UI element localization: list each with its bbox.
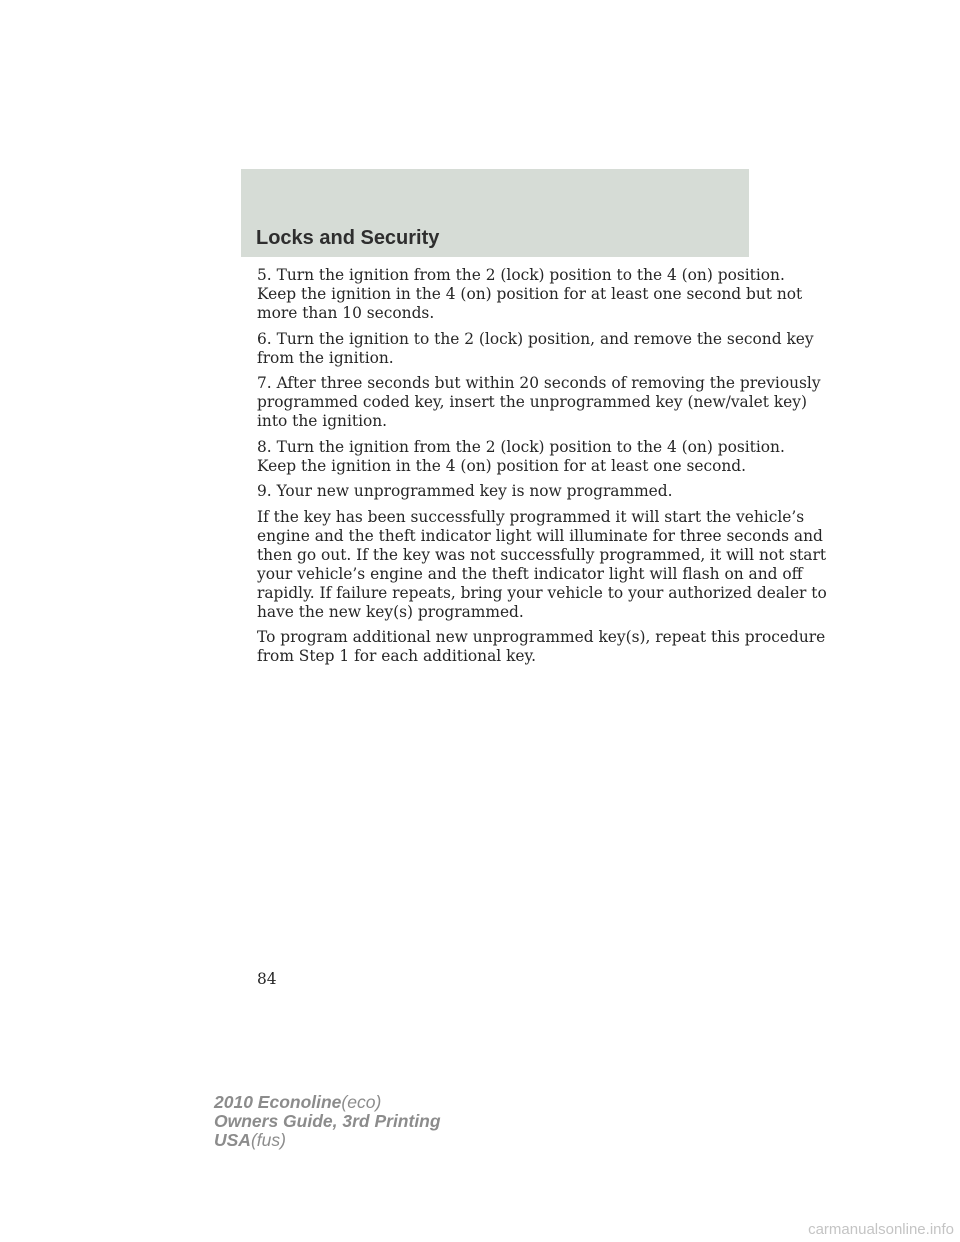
- section-title: Locks and Security: [256, 227, 440, 249]
- section-header-band: [241, 169, 749, 257]
- page-number: 84: [257, 970, 277, 988]
- document-footer: [214, 1093, 441, 1150]
- footer-model: 2010 Econoline: [214, 1092, 342, 1112]
- paragraph-step-5: 5. Turn the ignition from the 2 (lock) position to the 4 (on) position. Keep the ignition in the 4 (on) position for at least one second but not more than 10 seconds.: [257, 266, 803, 322]
- site-watermark: carmanualsonline.info: [808, 1221, 954, 1238]
- paragraph-step-8: 8. Turn the ignition from the 2 (lock) position to the 4 (on) position. Keep the ignition in the 4 (on) position for at least one second.: [257, 437, 785, 475]
- paragraph-step-7: 7. After three seconds but within 20 seconds of removing the previously programmed coded key, insert the unprogrammed key (new/valet key) into the ignition.: [257, 374, 821, 430]
- footer-market-line: [214, 1131, 441, 1150]
- body-text: [257, 266, 827, 673]
- paragraph-additional-keys: To program additional new unprogrammed key(s), repeat this procedure from Step 1 for each additional key.: [257, 628, 826, 665]
- footer-market-code: (fus): [250, 1130, 286, 1150]
- footer-market: USA: [214, 1130, 251, 1150]
- footer-model-line: [214, 1093, 441, 1112]
- paragraph-step-9: 9. Your new unprogrammed key is now programmed.: [257, 482, 673, 500]
- footer-model-code: (eco): [341, 1092, 382, 1112]
- paragraph-step-6: 6. Turn the ignition to the 2 (lock) position, and remove the second key from the ignition.: [257, 329, 814, 367]
- paragraph-result: If the key has been successfully programmed it will start the vehicle’s engine and the theft indicator light will illuminate for three seconds and then go out. If the key was not successfully programmed, it will not start your vehicle’s engine and the theft indicator light will flash on and off rapidly. If failure repeats, bring your vehicle to your authorized dealer to have the new key(s) programmed.: [257, 507, 827, 621]
- footer-guide-line: Owners Guide, 3rd Printing: [214, 1111, 441, 1131]
